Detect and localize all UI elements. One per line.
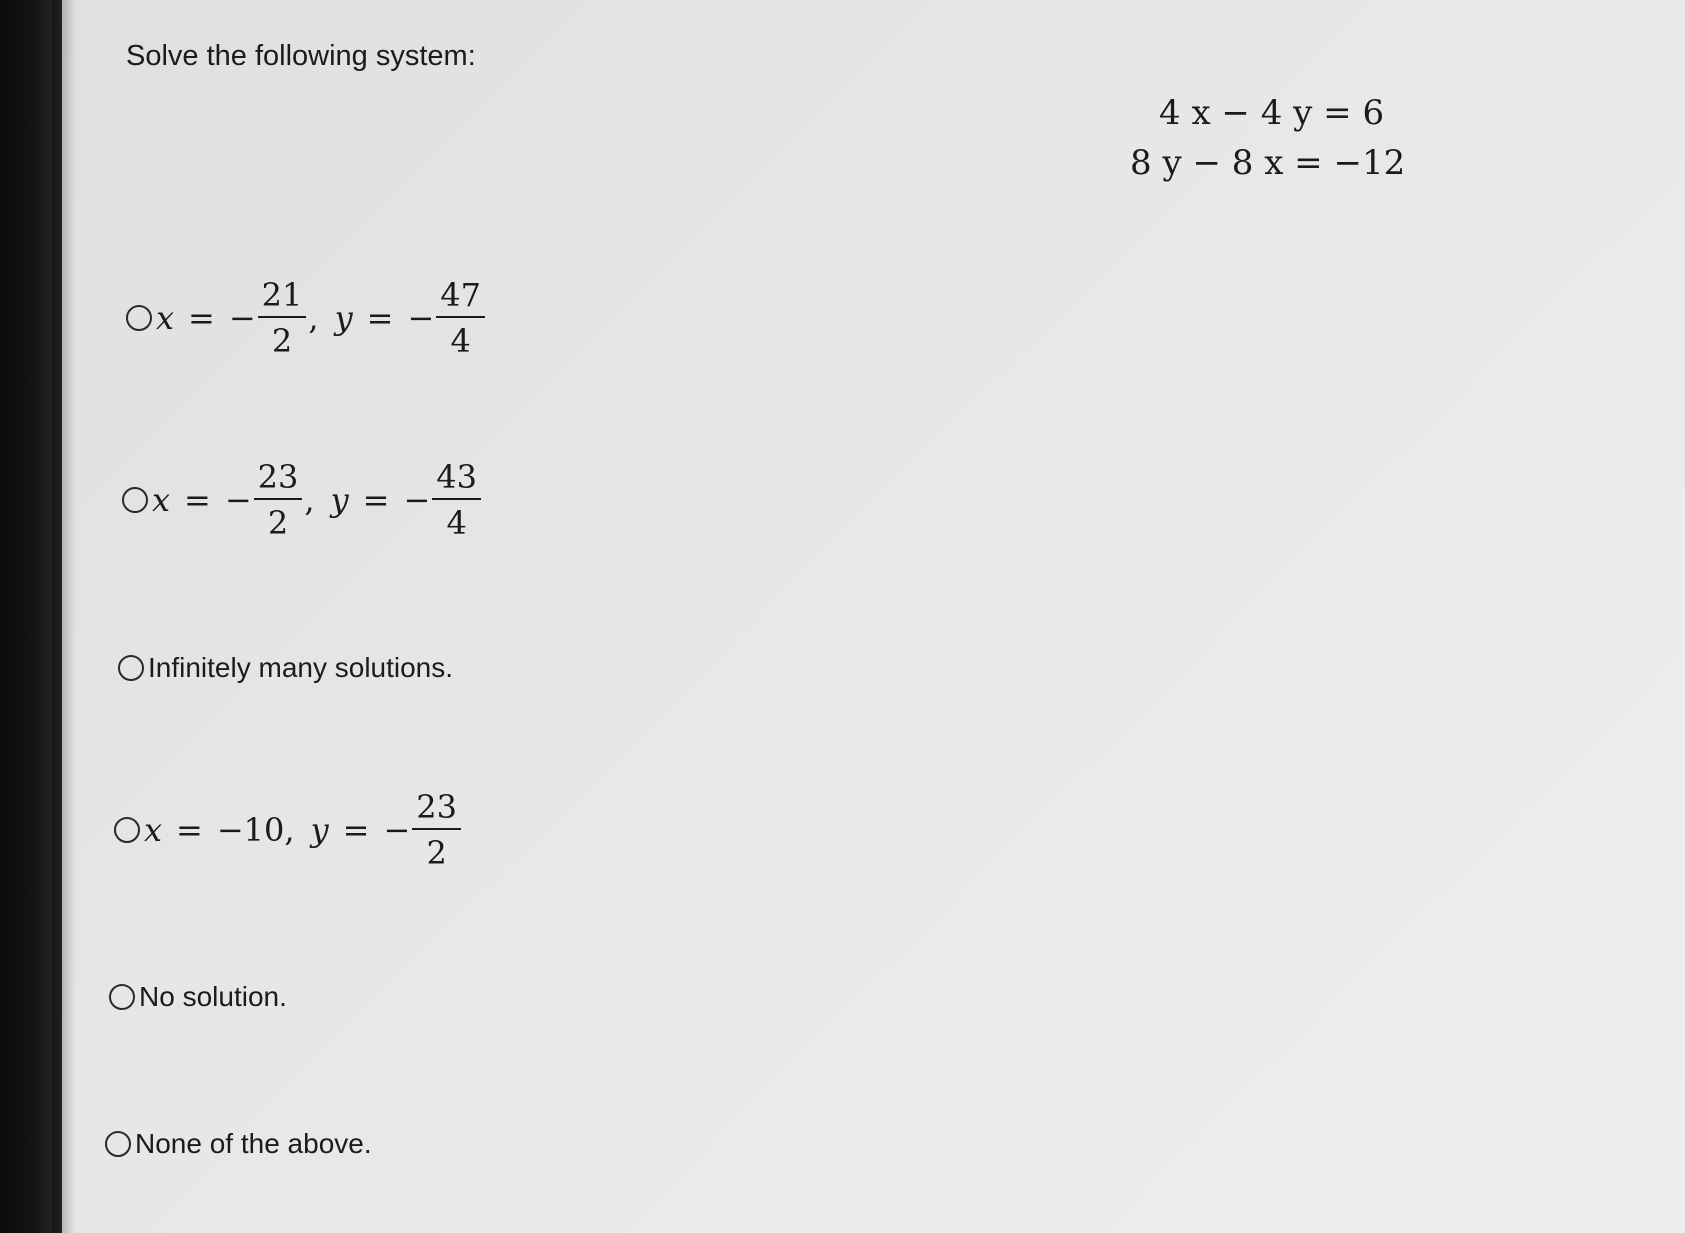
option-3-text: Infinitely many solutions. <box>148 652 454 683</box>
var-x: x <box>152 481 171 519</box>
equals-sign: = <box>342 811 370 849</box>
equation-1: 4 x − 4 y = 6 <box>1159 93 1385 133</box>
x-numerator: 23 <box>254 460 303 500</box>
y-fraction <box>436 278 485 358</box>
equals-sign: = <box>366 299 394 337</box>
var-y: y <box>334 299 353 337</box>
answer-option-2[interactable] <box>122 460 483 540</box>
y-fraction <box>432 460 481 540</box>
question-prompt: Solve the following system: <box>126 40 476 72</box>
answer-option-6[interactable] <box>105 1128 372 1160</box>
x-sign: − <box>224 481 252 519</box>
x-sign: − <box>228 299 256 337</box>
equation-system <box>1130 88 1405 188</box>
y-numerator: 43 <box>432 460 481 500</box>
equals-sign: = <box>188 299 215 337</box>
radio-button[interactable] <box>105 1131 131 1157</box>
comma: , <box>304 481 315 519</box>
option-4-math <box>144 790 463 870</box>
y-fraction <box>412 790 461 870</box>
radio-button[interactable] <box>122 487 148 513</box>
var-x: x <box>144 811 163 849</box>
radio-button[interactable] <box>118 655 144 681</box>
x-numerator: 21 <box>258 278 307 318</box>
equals-sign: = <box>184 481 211 519</box>
var-y: y <box>310 811 329 849</box>
x-fraction <box>254 460 303 540</box>
y-sign: − <box>407 299 435 337</box>
y-numerator: 47 <box>436 278 485 318</box>
y-denominator: 4 <box>446 504 467 542</box>
y-sign: − <box>403 481 431 519</box>
y-numerator: 23 <box>412 790 461 830</box>
y-sign: − <box>383 811 411 849</box>
y-denominator: 4 <box>450 322 471 360</box>
answer-option-5[interactable] <box>109 981 287 1013</box>
answer-option-1[interactable] <box>126 278 487 358</box>
equation-2: 8 y − 8 x = −12 <box>1130 143 1406 183</box>
x-denominator: 2 <box>267 504 289 542</box>
option-1-math <box>156 278 487 358</box>
radio-button[interactable] <box>109 984 135 1010</box>
equals-sign: = <box>362 481 390 519</box>
x-value: −10 <box>216 811 285 849</box>
option-6-text: None of the above. <box>135 1128 372 1159</box>
option-2-math <box>152 460 483 540</box>
bezel-shadow <box>52 0 76 1233</box>
answer-option-4[interactable] <box>114 790 463 870</box>
x-denominator: 2 <box>271 322 293 360</box>
radio-button[interactable] <box>114 817 140 843</box>
option-5-text: No solution. <box>139 981 287 1012</box>
answer-option-3[interactable] <box>118 652 453 684</box>
var-y: y <box>330 481 349 519</box>
x-fraction <box>258 278 307 358</box>
equals-sign: = <box>176 811 203 849</box>
comma: , <box>308 299 319 337</box>
radio-button[interactable] <box>126 305 152 331</box>
comma: , <box>284 811 295 849</box>
var-x: x <box>156 299 175 337</box>
y-denominator: 2 <box>426 834 447 872</box>
